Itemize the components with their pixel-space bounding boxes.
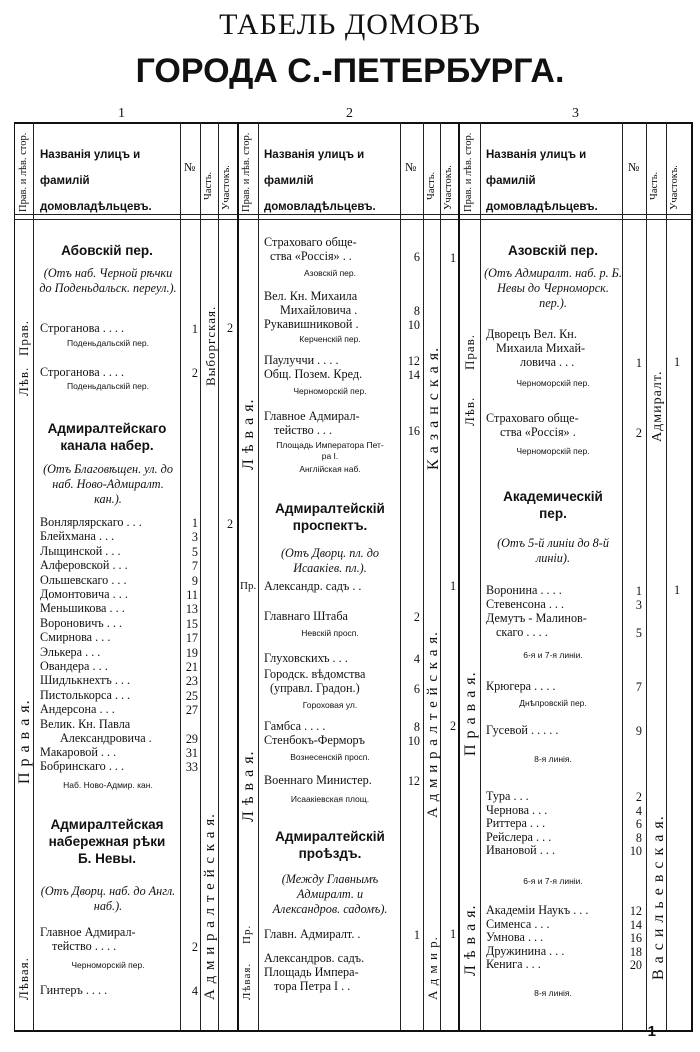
house-no: 12 — [629, 904, 642, 918]
owner: Рукавишниковой . — [264, 317, 359, 331]
house-no: 19 — [185, 645, 198, 660]
cross-street: Гороховая ул. — [302, 700, 358, 710]
house-no: 6 — [413, 682, 420, 696]
part-label: А д м и р а л т е й с к а я. — [425, 631, 441, 818]
street-heading: Адмиралтейскій проѣздъ. — [275, 829, 385, 861]
house-no: 33 — [185, 760, 198, 774]
house-no: 14 — [407, 368, 420, 382]
cross-street: 8-я линія. — [534, 988, 572, 998]
side-label: Пр. — [241, 924, 253, 944]
house-no: 12 — [407, 354, 420, 368]
owner: Блейхмана . . . — [40, 529, 115, 544]
house-no: 2 — [635, 790, 642, 804]
house-no: 5 — [191, 544, 198, 559]
header-part: Часть. — [426, 171, 437, 200]
house-no: 10 — [407, 318, 420, 332]
house-no: 2 — [191, 366, 198, 380]
house-no: 1 — [413, 928, 420, 942]
column-number-2: 2 — [346, 106, 353, 121]
district-no: 1 — [450, 579, 457, 593]
cross-street: Исаакіевская площ. — [290, 794, 370, 804]
owner: Военнаго Министер. — [264, 773, 372, 787]
column-number-1: 1 — [118, 106, 125, 121]
owner: Смирнова . . . — [40, 630, 111, 645]
title-line-2: ГОРОДА С.-ПЕТЕРБУРГА. — [135, 52, 565, 90]
owner: Тура . . . — [486, 789, 529, 803]
district-no: 2 — [450, 719, 457, 733]
cross-street: Поденьдальскій пер. — [67, 381, 149, 391]
side-label: Л ѣ в а я. — [462, 904, 479, 976]
owner: Ивановой . . . — [486, 843, 555, 857]
divider — [480, 122, 481, 1030]
street-heading: Адмиралтейскаго канала набер. — [47, 421, 167, 453]
owner: Строганова . . . . — [40, 365, 125, 379]
owner: Страховаго обще- — [264, 235, 357, 249]
side-label: Пр. — [240, 580, 257, 592]
street-heading: Адмиралтейскій проспектъ. — [275, 501, 385, 533]
cross-street: 6-я и 7-я линіи. — [523, 876, 583, 886]
divider — [237, 122, 239, 1030]
owner: Меньшикова . . . — [40, 601, 125, 616]
owner: Воронина . . . . — [486, 583, 562, 597]
house-no: 2 — [635, 426, 642, 440]
owner: тора Петра I . . — [274, 979, 351, 993]
owner: Глуховскихъ . . . — [264, 651, 348, 665]
cross-street: Англійская наб. — [299, 464, 361, 474]
header-name: Названія улицъ и фамилій домовладѣльцевъ. — [264, 149, 376, 213]
house-no: 7 — [191, 559, 198, 574]
owner: Шидлькнехтъ . . . — [40, 673, 131, 688]
cross-street: Азовскій пер. — [303, 268, 356, 278]
owner: Общ. Позем. Кред. — [264, 367, 363, 381]
header-no: № — [405, 160, 417, 174]
owner: Умнова . . . — [486, 930, 544, 944]
cross-street: Керченскій пер. — [299, 334, 361, 344]
part-label: К а з а н с к а я. — [425, 346, 442, 470]
street-note: (Отъ Адмиралт. наб. р. Б. Невы до Черноморск. пер.). — [484, 266, 622, 310]
house-no: 6 — [413, 250, 420, 264]
divider — [440, 122, 441, 1030]
house-no: 7 — [635, 680, 642, 694]
owner: Макаровой . . . — [40, 745, 117, 759]
divider — [258, 122, 259, 1030]
house-no: 16 — [629, 931, 642, 945]
house-no: 9 — [191, 573, 198, 588]
owner: Овандера . . . — [40, 659, 108, 673]
cross-street: 6-я и 7-я линіи. — [523, 650, 583, 660]
owner: Ольшевскаго . . . — [40, 572, 127, 587]
owner: Сименса . . . — [486, 916, 550, 931]
header-district: Участокъ. — [669, 165, 680, 210]
header-no: № — [628, 160, 640, 174]
house-no: 17 — [185, 631, 198, 646]
district-no: 1 — [674, 355, 681, 369]
house-no: 25 — [185, 688, 198, 703]
owner: Гусевой . . . . . — [486, 723, 559, 737]
house-no: 12 — [407, 774, 420, 788]
owner: Стенбокъ-Ферморъ — [264, 733, 365, 747]
owner: Пистолькорса . . . — [40, 687, 131, 702]
cross-street: Поденьдальскій пер. — [67, 338, 149, 348]
side-label: Прав. — [462, 333, 477, 370]
district-no: 1 — [450, 927, 457, 941]
side-label: П р а в а я. — [16, 699, 33, 784]
header-name: Названія улицъ и фамилій домовладѣльцевъ. — [486, 149, 598, 213]
house-no: 8 — [635, 830, 642, 845]
owner: Михайловича . — [280, 303, 358, 317]
house-no: 14 — [629, 917, 642, 932]
side-label: Прав. — [16, 319, 31, 356]
owner: ства «Россія» . . — [270, 249, 352, 263]
owner: Рейслера . . . — [486, 829, 552, 844]
side-label: Лѣв. — [462, 396, 477, 426]
house-no: 3 — [635, 598, 642, 612]
house-no: 16 — [407, 424, 420, 438]
street-heading: Академическій пер. — [503, 489, 603, 521]
part-label: А д м и р. — [425, 936, 440, 1000]
header-district: Участокъ. — [221, 165, 232, 210]
owner: Демутъ - Малинов- — [486, 611, 587, 625]
owner: Гамбса . . . . — [264, 719, 326, 733]
owner: Бобринскаго . . . — [40, 759, 125, 773]
header-part: Часть. — [649, 171, 660, 200]
owner: Вонлярлярскаго . . . — [40, 515, 142, 529]
column-number-3: 3 — [572, 106, 579, 121]
street-heading: Абовскій пер. — [61, 243, 153, 258]
side-label: Л ѣ в а я. — [240, 750, 257, 822]
side-label: Л ѣ в а я. — [240, 398, 257, 470]
house-no: 8 — [413, 720, 420, 734]
header-name: Названія улицъ и фамилій домовладѣльцевъ. — [40, 149, 152, 213]
owner: Академіи Наукъ . . . — [486, 903, 589, 917]
owner: Главное Адмирал- — [40, 925, 136, 939]
owner: ловича . . . — [520, 355, 575, 369]
owner: Александровича . — [60, 731, 152, 745]
owner: Михаила Михай- — [496, 341, 586, 355]
house-no: 27 — [185, 703, 198, 718]
owner: Александр. садъ . . — [264, 579, 362, 593]
house-no: 1 — [191, 516, 198, 530]
owner: Главн. Адмиралт. . — [264, 927, 361, 941]
owner: Элькера . . . — [40, 644, 101, 659]
owner: Городск. вѣдомства — [264, 667, 366, 681]
house-no: 5 — [635, 626, 642, 640]
title-line-1: ТАБЕЛЬ ДОМОВЪ — [219, 8, 481, 41]
owner: Паулуччи . . . . — [264, 353, 339, 367]
owner: Главное Адмирал- — [264, 409, 360, 423]
house-no: 1 — [635, 584, 642, 598]
owner: Главнаго Штаба — [264, 609, 348, 623]
house-no: 6 — [635, 817, 642, 831]
owner: Лыщинской . . . — [40, 543, 121, 558]
part-label: А д м и р а л т е й с к а я. — [202, 813, 218, 1000]
divider — [423, 122, 424, 1030]
header-side: Прав. и лѣв. стор. — [18, 132, 29, 212]
owner: Вел. Кн. Михаила — [264, 289, 358, 303]
cross-street: Наб. Ново-Адмир. кан. — [63, 780, 153, 790]
divider — [458, 122, 460, 1030]
owner: Строганова . . . . — [40, 321, 125, 335]
owner: Риттера . . . — [486, 816, 546, 830]
street-note: (Отъ Дворц. наб. до Англ. наб.). — [40, 884, 176, 913]
district-no: 2 — [227, 517, 234, 531]
house-no: 29 — [185, 732, 198, 746]
page-number: 1 — [647, 1023, 656, 1040]
owner: Дружинина . . . — [486, 943, 565, 958]
street-note: (Отъ наб. Черной рѣчки до Поденьдальск. переул.). — [39, 266, 177, 295]
side-label: Лѣв. — [16, 366, 31, 396]
house-no: 9 — [635, 724, 642, 738]
owner: Страховаго обще- — [486, 411, 579, 425]
cross-street: Черноморскій пер. — [516, 446, 590, 456]
cross-street: Вознесенскій просп. — [290, 752, 370, 762]
divider — [33, 122, 34, 1030]
owner: скаго . . . . — [496, 625, 548, 639]
house-no: 2 — [191, 940, 198, 954]
street-note: (Отъ 5-й линіи до 8-й линіи). — [497, 536, 609, 565]
header-part: Часть. — [203, 171, 214, 200]
owner: тейство . . . . — [52, 939, 117, 953]
street-note: (Отъ Благовѣщен. ул. до наб. Ново-Адмиралт. кан.). — [43, 462, 173, 506]
owner: Андерсона . . . — [40, 702, 115, 717]
cross-street: Невскій просп. — [301, 628, 359, 638]
house-no: 31 — [185, 746, 198, 760]
owner: Александров. садъ. — [264, 951, 365, 965]
cross-street: Черноморскій пер. — [293, 386, 367, 396]
cross-street: ра I. — [321, 451, 339, 461]
street-note: (Между Главнымъ Адмиралт. и Александров. садомъ). — [272, 872, 388, 916]
side-label: Лѣвая. — [241, 962, 253, 1000]
owner: Чернова . . . — [486, 802, 548, 817]
header-side: Прав. и лѣв. стор. — [463, 132, 474, 212]
house-no: 21 — [185, 660, 198, 674]
house-no: 3 — [191, 530, 198, 545]
owner: Алферовской . . . — [40, 558, 128, 573]
side-label: П р а в а я. — [462, 671, 479, 756]
owner: Площадь Импера- — [264, 965, 359, 979]
street-heading: Адмиралтейская набережная рѣки Б. Невы. — [48, 817, 166, 866]
house-no: 1 — [635, 356, 642, 370]
owner: ства «Россія» . — [500, 425, 576, 439]
house-no: 10 — [629, 844, 642, 858]
cross-street: 8-я линія. — [534, 754, 572, 764]
part-label: Адмиралт. — [650, 370, 665, 442]
owner: Домонтовича . . . — [40, 587, 128, 601]
house-no: 13 — [185, 602, 198, 617]
part-label: В а с и л ь е в с к а я. — [650, 815, 667, 980]
cross-street: Черноморскій пер. — [71, 960, 145, 970]
house-no: 10 — [407, 734, 420, 748]
header-district: Участокъ. — [443, 165, 454, 210]
cross-street: Площадь Императора Пет- — [276, 440, 384, 450]
house-no: 4 — [191, 984, 198, 998]
house-no: 23 — [185, 674, 198, 689]
owner: Гинтеръ . . . . — [40, 983, 108, 997]
house-no: 15 — [185, 616, 198, 631]
street-heading: Азовскій пер. — [507, 243, 599, 258]
owner: Велик. Кн. Павла — [40, 717, 131, 731]
owner: Стевенсона . . . — [486, 597, 565, 611]
house-no: 11 — [186, 588, 198, 602]
owner: Вороновичъ . . . — [40, 615, 123, 630]
divider — [646, 122, 647, 1030]
house-no: 2 — [413, 610, 420, 624]
part-label: Выборгская. — [203, 305, 218, 386]
district-no: 2 — [227, 321, 234, 335]
house-no: 4 — [635, 803, 642, 818]
house-no: 4 — [413, 652, 420, 666]
cross-street: Днѣпровскій пер. — [519, 698, 587, 708]
header-no: № — [184, 160, 196, 174]
house-no: 18 — [629, 944, 642, 959]
header-side: Прав. и лѣв. стор. — [241, 132, 252, 212]
owner: (управл. Градон.) — [270, 681, 360, 695]
owner: Дворецъ Вел. Кн. — [486, 327, 577, 341]
divider — [200, 122, 201, 1030]
owner: Крюгера . . . . — [486, 679, 556, 693]
house-no: 20 — [629, 958, 642, 972]
cross-street: Черноморскій пер. — [516, 378, 590, 388]
owner: тейство . . . — [274, 423, 333, 437]
side-label: Лѣвая. — [16, 957, 31, 1000]
district-no: 1 — [450, 251, 457, 265]
street-note: (Отъ Дворц. пл. до Исаакіев. пл.). — [280, 546, 380, 575]
house-no: 8 — [413, 304, 420, 318]
district-no: 1 — [674, 583, 681, 597]
owner: Кенига . . . — [486, 957, 541, 971]
divider — [622, 122, 623, 1030]
house-no: 1 — [191, 322, 198, 336]
